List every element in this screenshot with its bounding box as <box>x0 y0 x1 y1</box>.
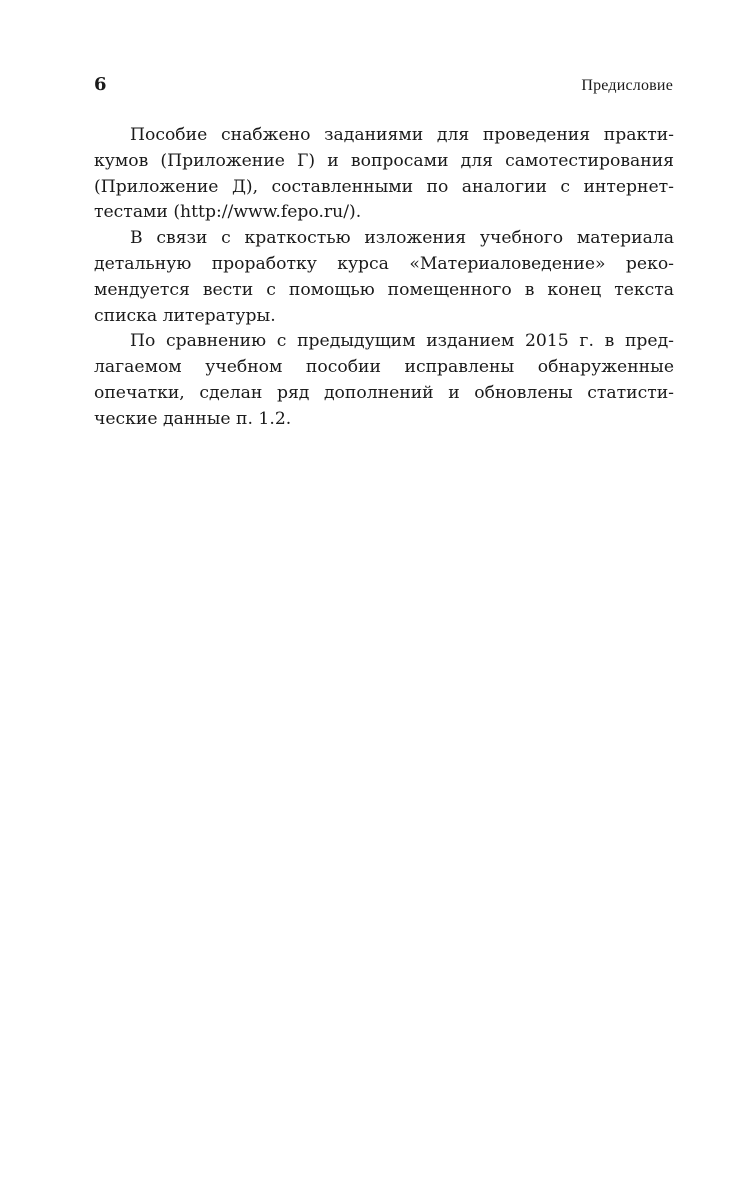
text-line: кумов (Приложение Г) и вопросами для самотестирования <box>94 150 674 171</box>
paragraph <box>94 226 674 329</box>
text-line: тестами (http://www.fepo.ru/). <box>94 202 362 223</box>
text-line: В связи с краткостью изложения учебного материала <box>130 228 674 249</box>
text-line: списка литературы. <box>94 305 276 326</box>
text-line: мендуется вести с помощью помещенного в конец текста <box>94 279 674 300</box>
text-line: Пособие снабжено заданиями для проведения практи- <box>130 125 674 145</box>
page-number: 6 <box>94 74 107 95</box>
paragraph <box>94 329 674 432</box>
text-line: (Приложение Д), составленными по аналогии с интернет- <box>94 176 674 197</box>
text-line: По сравнению с предыдущим изданием 2015 г. в пред- <box>130 331 674 352</box>
main-text <box>94 123 674 433</box>
paragraph <box>94 123 674 226</box>
text-line: опечатки, сделан ряд дополнений и обновлены статисти- <box>94 382 674 403</box>
text-line: ческие данные п. 1.2. <box>94 408 292 429</box>
text-line: лагаемом учебном пособии исправлены обнаруженные <box>94 357 674 378</box>
text-line: детальную проработку курса «Материаловедение» реко- <box>94 253 674 274</box>
running-title: Предисловие <box>581 77 673 94</box>
